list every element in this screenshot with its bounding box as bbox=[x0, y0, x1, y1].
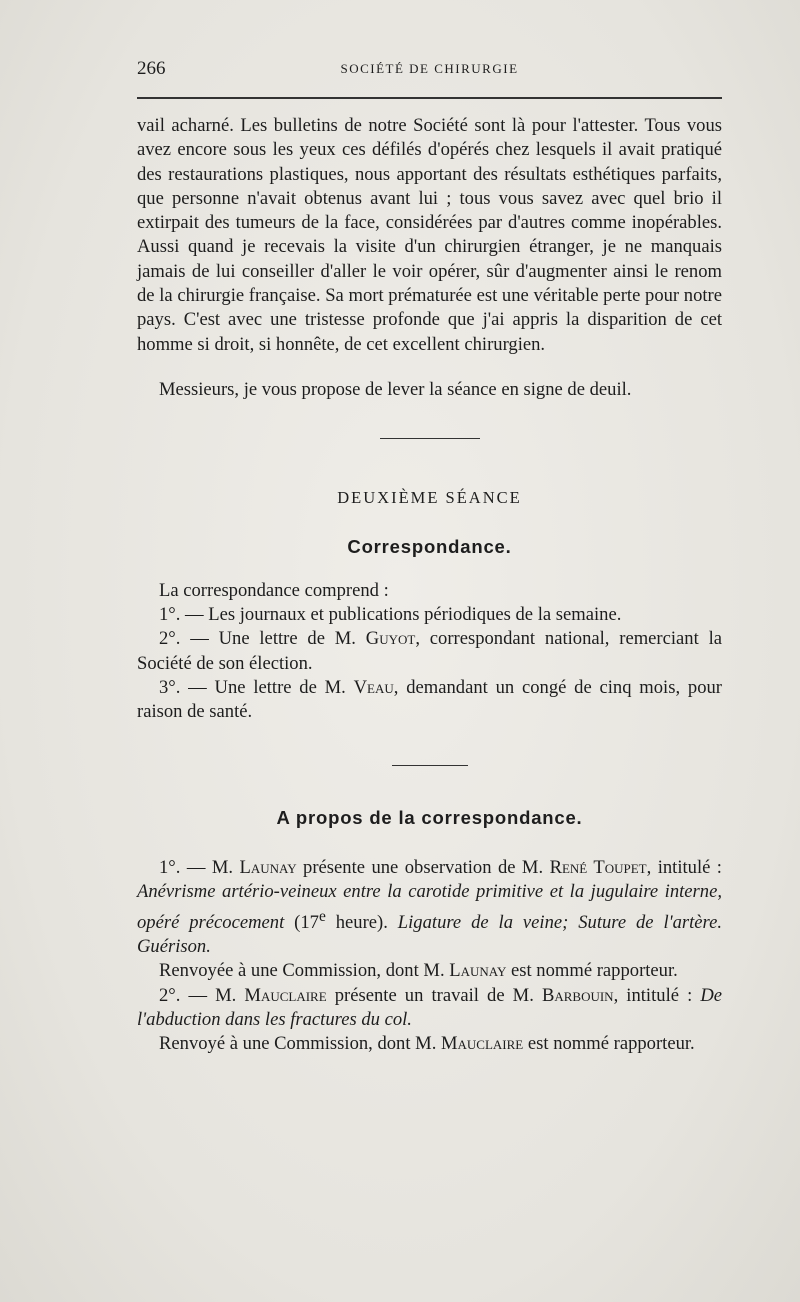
apropos-heading: A propos de la correspondance. bbox=[276, 806, 583, 828]
apropos-item-1: 1°. — M. Launay présente une observation de M. René Toupet, intitulé : Anévrisme artério-veineux entre la carotide primitive et la jugulaire interne, opéré précocement (17e heure). Ligature de la veine; Suture de l'artère. Guérison. bbox=[137, 856, 723, 958]
apropos-renvoi-1: Renvoyée à une Commission, dont M. Launay est nommé rapporteur. bbox=[159, 960, 678, 982]
section-separator bbox=[380, 438, 480, 439]
work-title: De l'abduction dans les fractures du col. bbox=[137, 984, 723, 1030]
author-name: René Toupet bbox=[549, 856, 647, 878]
work-title: Ligature de la veine; Suture de l'artère. Guérison. bbox=[137, 911, 723, 958]
correspondance-item-2: 2°. — Une lettre de M. Guyot, correspondant national, remerciant la Société de son élection. bbox=[137, 628, 722, 674]
section-separator bbox=[392, 765, 468, 766]
work-title: Anévrisme artério-veineux entre la carotide primitive et la jugulaire interne, opéré précocement bbox=[137, 881, 722, 933]
apropos-item-2: 2°. — M. Mauclaire présente un travail de M. Barbouin, intitulé : De l'abduction dans les fractures du col. bbox=[137, 984, 723, 1030]
person-name: Mauclaire bbox=[441, 1033, 524, 1055]
person-name: Guyot bbox=[365, 628, 416, 650]
correspondance-heading: Correspondance. bbox=[347, 535, 512, 557]
apropos-renvoi-2: Renvoyé à une Commission, dont M. Mauclaire est nommé rapporteur. bbox=[159, 1033, 695, 1055]
running-title: SOCIÉTÉ DE CHIRURGIE bbox=[340, 61, 519, 76]
person-name: Launay bbox=[239, 856, 297, 878]
seance-title: DEUXIÈME SÉANCE bbox=[337, 488, 522, 508]
page-header bbox=[137, 58, 722, 84]
messieurs-paragraph: Messieurs, je vous propose de lever la séance en signe de deuil. bbox=[159, 378, 632, 400]
page-body bbox=[137, 114, 722, 1057]
author-name: Barbouin bbox=[541, 984, 614, 1006]
person-name: Veau bbox=[353, 677, 394, 699]
person-name: Launay bbox=[449, 960, 507, 982]
header-rule bbox=[137, 97, 722, 99]
person-name: Mauclaire bbox=[244, 984, 327, 1006]
correspondance-item-1: 1°. — Les journaux et publications périodiques de la semaine. bbox=[159, 604, 622, 626]
continuation-paragraph: vail acharné. Les bulletins de notre Société sont là pour l'attester. Tous vous avez encore sous les yeux ces défilés d'opérés chez lesquels il avait pratiqué des restaurations plastiques, nous apportant des résultats esthétiques parfaits, que personne n'avait obtenus avant lui ; tous vous savez avec quel brio il extirpait des tumeurs de la face, considérées par d'autres comme inopérables. Aussi quand je recevais la visite d'un chirurgien étranger, je ne manquais jamais de lui conseiller d'aller le voir opérer, sûr d'augmenter ainsi le renom de la chirurgie française. Sa mort prématurée est une véritable perte pour notre pays. C'est avec une tristesse profonde que j'ai appris la disparition de cet homme si droit, si honnête, de cet excellent chirurgien. bbox=[137, 115, 722, 355]
page-number: 266 bbox=[137, 58, 166, 79]
correspondance-intro: La correspondance comprend : bbox=[159, 579, 389, 601]
correspondance-item-3: 3°. — Une lettre de M. Veau, demandant un congé de cinq mois, pour raison de santé. bbox=[137, 677, 722, 723]
